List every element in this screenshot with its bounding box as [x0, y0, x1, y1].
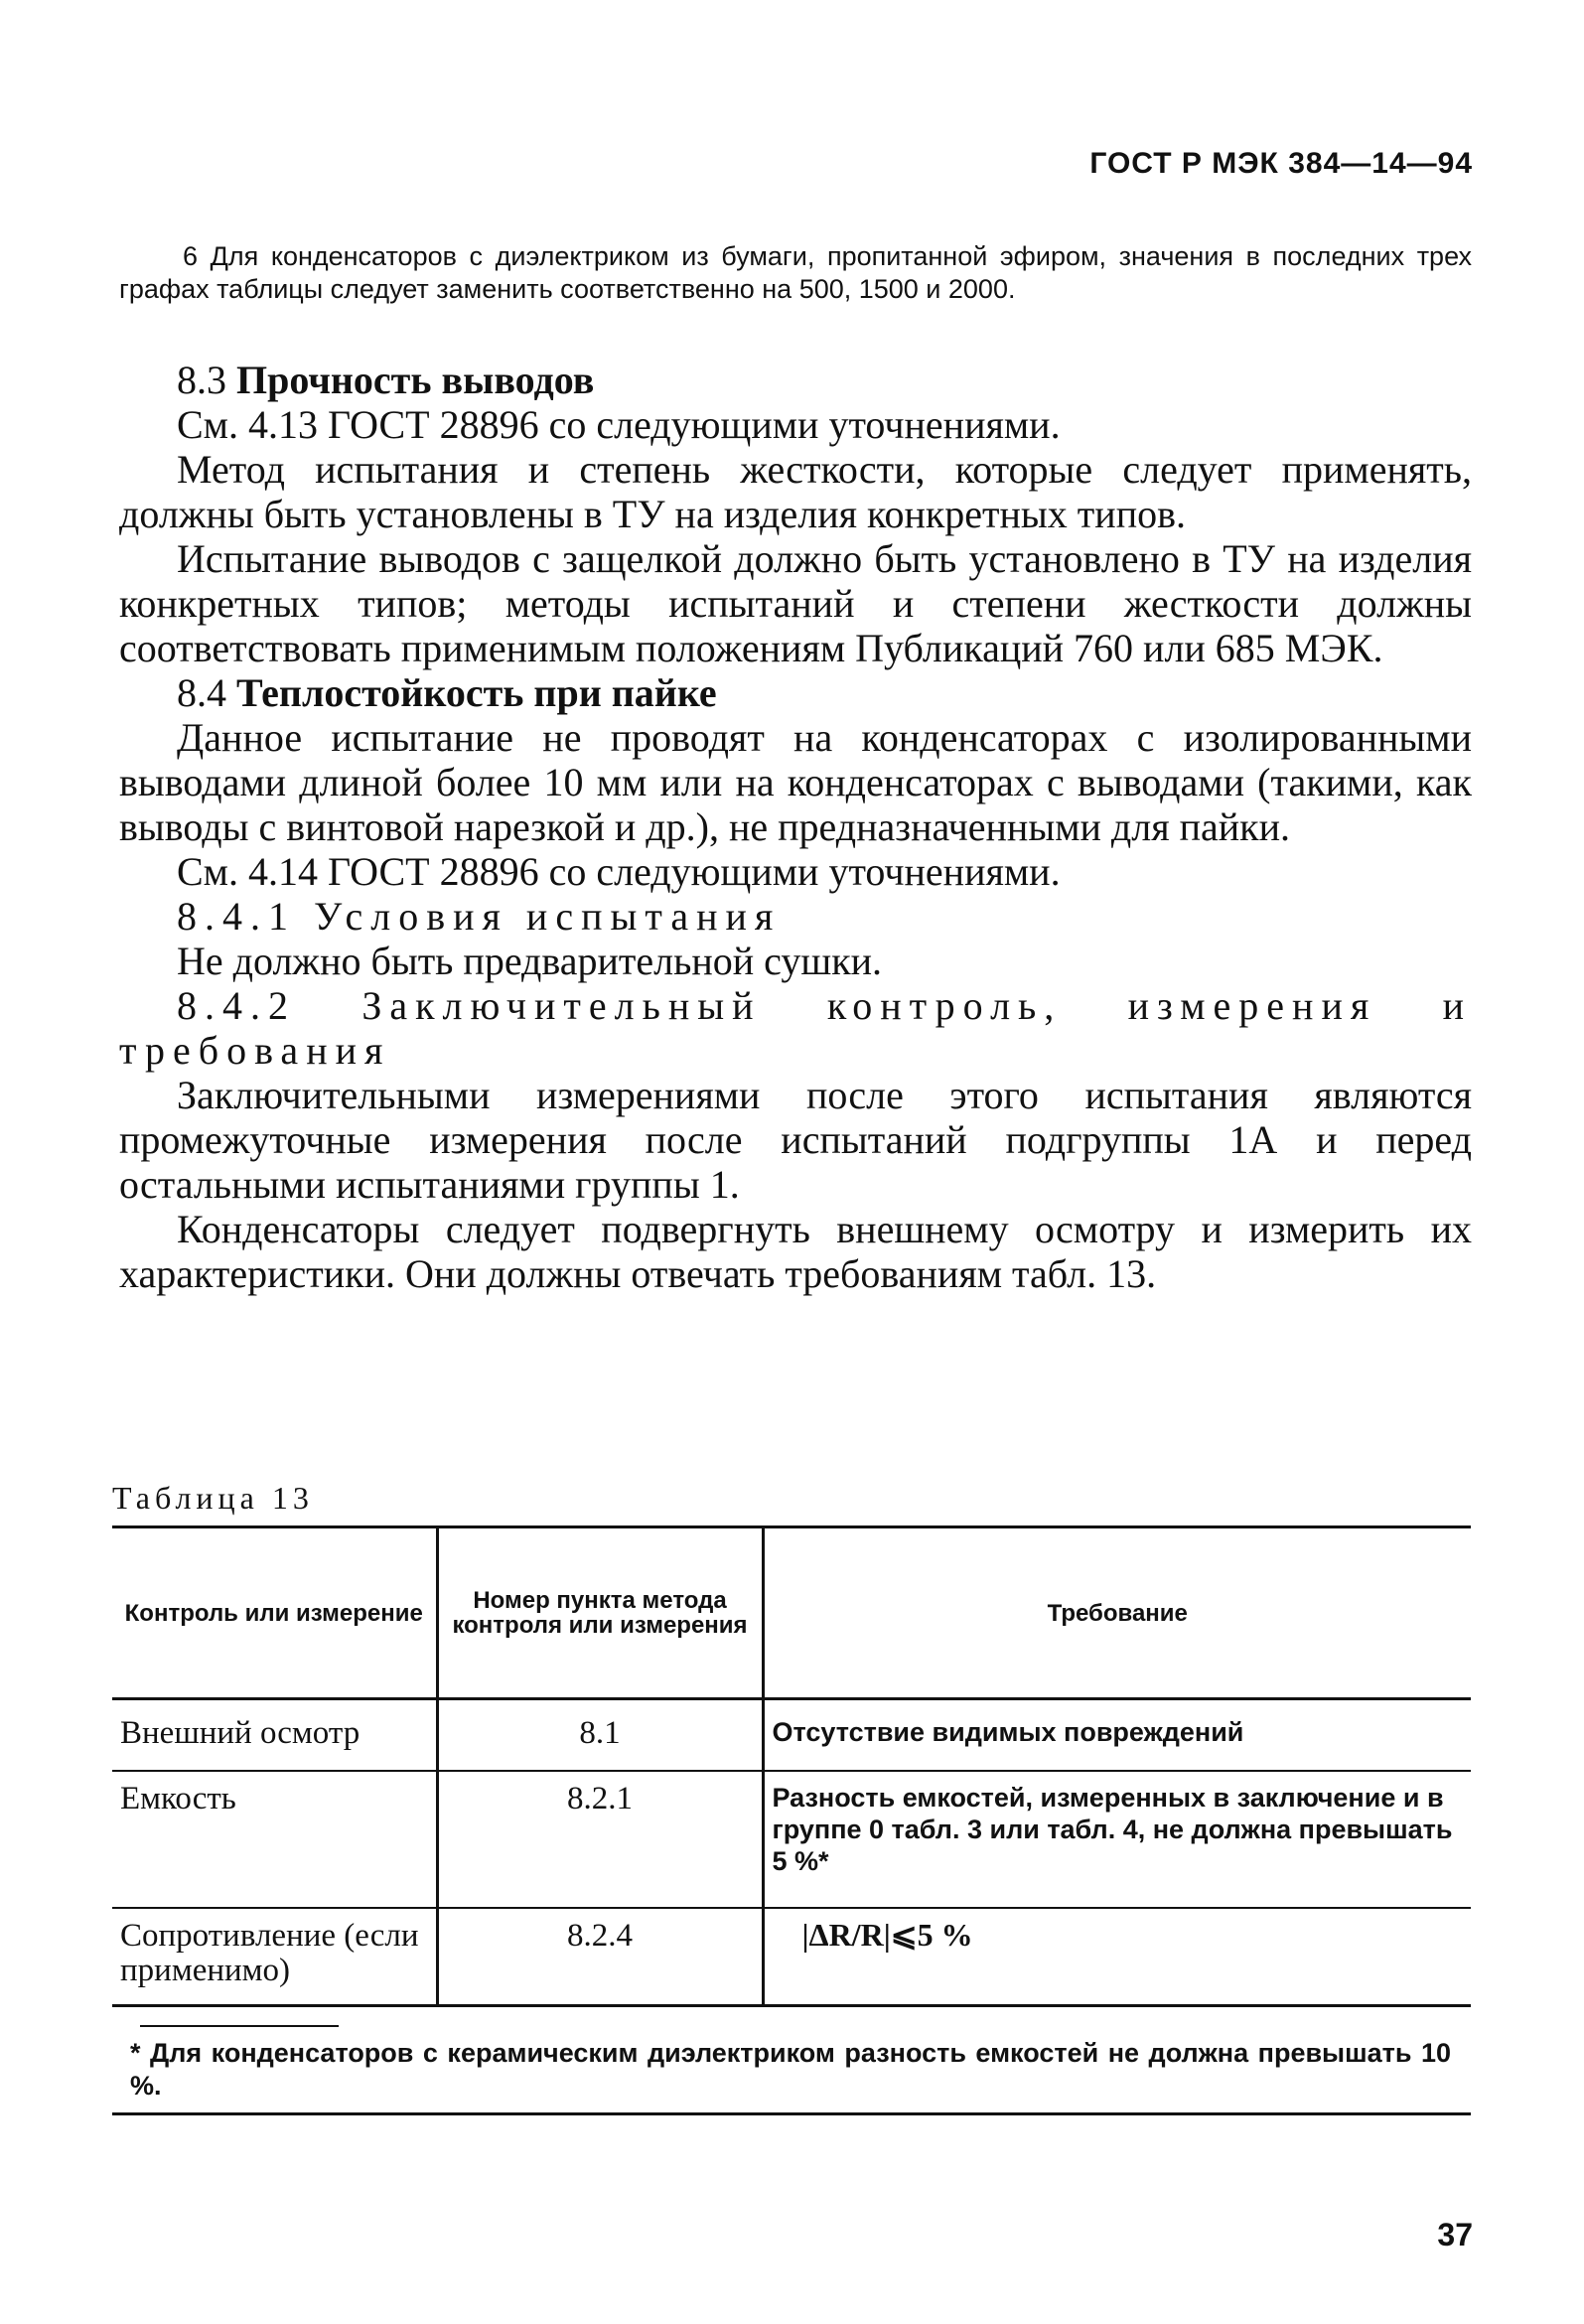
page-number: 37	[1437, 2217, 1473, 2252]
paragraph: Заключительными измерениями после этого испытания являются промежуточные измерения после испытаний подгруппы 1А и перед остальными испытаниями группы 1.	[119, 1073, 1472, 1207]
column-header: Контроль или измерение	[112, 1527, 437, 1699]
note-6: 6 Для конденсаторов с диэлектриком из бумаги, пропитанной эфиром, значения в последних трех графах таблицы следует заменить соответственно на 500, 1500 и 2000.	[119, 241, 1472, 304]
formula: |ΔR/R|⩽5 %	[801, 1917, 973, 1953]
table-cell	[763, 1908, 1471, 2006]
paragraph: Испытание выводов с защелкой должно быть установлено в ТУ на изделия конкретных типов; методы испытаний и степени жесткости должны соответствовать применимым положениям Публикаций 760 или 685 МЭК.	[119, 536, 1472, 670]
table-cell: 8.2.1	[437, 1771, 763, 1908]
table-cell: Отсутствие видимых повреждений	[763, 1699, 1471, 1772]
table-cell: 8.2.4	[437, 1908, 763, 2006]
section-8-3-heading	[119, 358, 1472, 402]
table-cell: Емкость	[112, 1771, 437, 1908]
table-row	[112, 1699, 1471, 1772]
table-row	[112, 1908, 1471, 2006]
document-header: ГОСТ Р МЭК 384—14—94	[1089, 147, 1473, 180]
section-title: Прочность выводов	[236, 358, 595, 402]
section-8-4-2-heading: 8.4.2 Заключительный контроль, измерения и требования	[119, 983, 1472, 1073]
table-13	[112, 1525, 1471, 2115]
paragraph: См. 4.13 ГОСТ 28896 со следующими уточнениями.	[177, 402, 1061, 447]
table-cell: Сопротивление (если применимо)	[120, 1918, 419, 1988]
section-number: 8.3	[177, 358, 226, 402]
footnote-rule	[140, 2025, 339, 2027]
section-8-4-heading	[119, 670, 1472, 715]
column-header: Требование	[763, 1527, 1471, 1699]
table-cell: 8.1	[437, 1699, 763, 1772]
column-header: Номер пункта метода контроля или измерения	[437, 1527, 763, 1699]
paragraph: Не должно быть предварительной сушки.	[177, 939, 883, 983]
section-number: 8.4	[177, 670, 226, 715]
table-caption: Таблица 13	[112, 1480, 314, 1516]
section-title: Теплостойкость при пайке	[236, 670, 717, 715]
table-footnote: * Для конденсаторов с керамическим диэлектриком разность емкостей не должна превышать 10 %.	[130, 2038, 1451, 2101]
paragraph: Данное испытание не проводят на конденсаторах с изолированными выводами длиной более 10 мм или на конденсаторах с выводами (такими, как выводы с винтовой нарезкой и др.), не предназначенными для пайки.	[119, 715, 1472, 849]
main-text	[119, 358, 1472, 1296]
table-header-row	[112, 1527, 1471, 1699]
section-8-4-1-heading: 8.4.1 Условия испытания	[177, 894, 782, 939]
table-row	[112, 1771, 1471, 1908]
paragraph: См. 4.14 ГОСТ 28896 со следующими уточнениями.	[177, 849, 1061, 894]
paragraph: Конденсаторы следует подвергнуть внешнему осмотру и измерить их характеристики. Они должны отвечать требованиям табл. 13.	[119, 1207, 1472, 1296]
table-cell: Разность емкостей, измеренных в заключение и в группе 0 табл. 3 или табл. 4, не должна превышать 5 %*	[763, 1771, 1471, 1908]
table-cell: Внешний осмотр	[112, 1699, 437, 1772]
paragraph: Метод испытания и степень жесткости, которые следует применять, должны быть установлены в ТУ на изделия конкретных типов.	[119, 447, 1472, 536]
table-footnote-row	[112, 2006, 1471, 2114]
table-footnote-cell	[112, 2006, 1471, 2114]
